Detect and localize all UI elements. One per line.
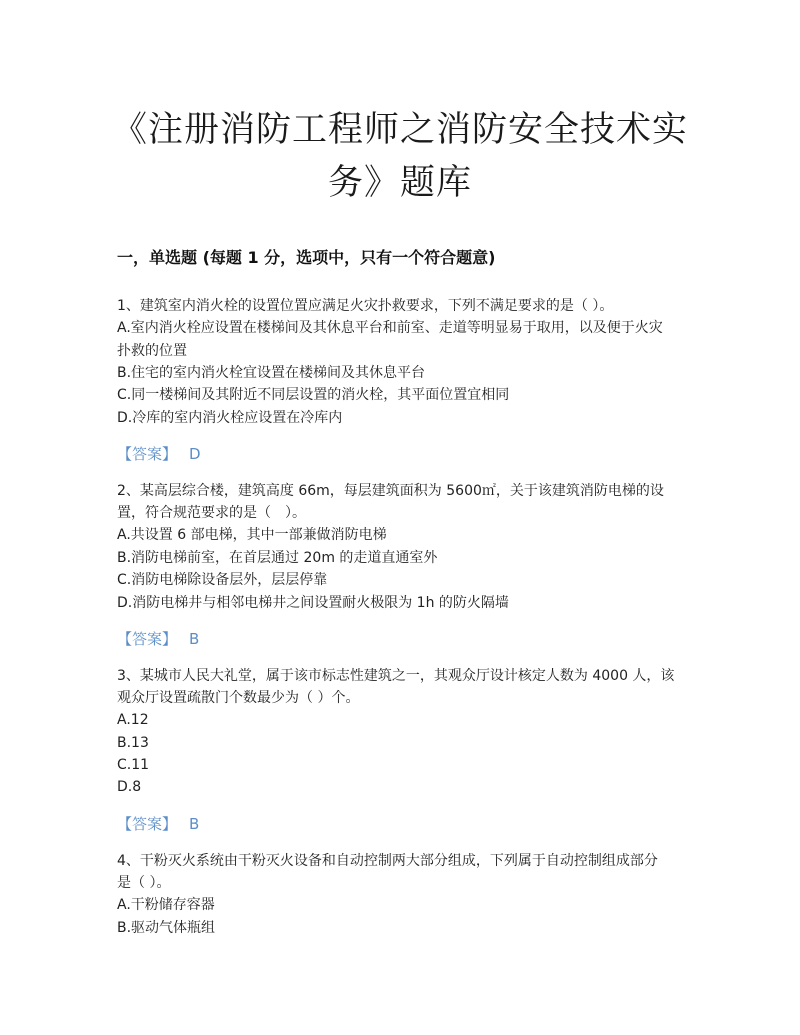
question-2-option-b: B.消防电梯前室，在首层通过 20m 的走道直通室外	[117, 550, 438, 566]
question-2-stem-line-2: 置，符合规范要求的是（ ）。	[117, 505, 306, 521]
question-4-option-b: B.驱动气体瓶组	[117, 920, 216, 936]
question-2-answer	[117, 628, 199, 650]
question-1-option-a-line-2: 扑救的位置	[117, 343, 187, 359]
question-1-option-c: C.同一楼梯间及其附近不同层设置的消火栓，其平面位置宜相同	[117, 387, 510, 403]
question-2-option-a: A.共设置 6 部电梯，其中一部兼做消防电梯	[117, 527, 387, 543]
question-2-option-d: D.消防电梯井与相邻电梯井之间设置耐火极限为 1h 的防火隔墙	[117, 595, 509, 611]
question-4-stem-line-1: 4、干粉灭火系统由干粉灭火设备和自动控制两大部分组成，下列属于自动控制组成部分	[117, 853, 658, 869]
question-1-stem-line-1: 1、建筑室内消火栓的设置位置应满足火灾扑救要求，下列不满足要求的是（ ）。	[117, 298, 614, 314]
question-4-stem-line-2: 是（ ）。	[117, 875, 171, 891]
answer-label: 【答案】	[117, 630, 178, 648]
question-3-answer	[117, 813, 199, 835]
question-3-option-c: C.11	[117, 757, 150, 773]
question-3-stem-line-1: 3、某城市人民大礼堂，属于该市标志性建筑之一，其观众厅设计核定人数为 4000 人，该	[117, 668, 675, 684]
answer-label: 【答案】	[117, 445, 178, 463]
question-1-option-a-line-1: A.室内消火栓应设置在楼梯间及其休息平台和前室、走道等明显易于取用，以及便于火灾	[117, 320, 663, 336]
question-2-option-c: C.消防电梯除设备层外，层层停靠	[117, 572, 328, 588]
answer-value: B	[189, 630, 200, 648]
answer-value: D	[189, 445, 201, 463]
question-4-option-a: A.干粉储存容器	[117, 897, 215, 913]
question-2-stem-line-1: 2、某高层综合楼，建筑高度 66m，每层建筑面积为 5600㎡，关于该建筑消防电梯的设	[117, 483, 664, 499]
question-1-option-b: B.住宅的室内消火栓宜设置在楼梯间及其休息平台	[117, 365, 426, 381]
question-1-option-d: D.冷库的室内消火栓应设置在冷库内	[117, 410, 343, 426]
question-1-answer	[117, 443, 201, 465]
question-3-stem-line-2: 观众厅设置疏散门个数最少为（ ）个。	[117, 690, 360, 706]
document-title-line-1: 《注册消防工程师之消防安全技术实	[111, 110, 688, 150]
question-3-option-d: D.8	[117, 779, 142, 795]
document-title-line-2: 务》题库	[327, 163, 472, 203]
section-heading: 一，单选题 (每题 1 分，选项中，只有一个符合题意)	[117, 248, 496, 267]
question-3-option-a: A.12	[117, 712, 149, 728]
answer-value: B	[189, 815, 200, 833]
answer-label: 【答案】	[117, 815, 178, 833]
question-3-option-b: B.13	[117, 735, 149, 751]
